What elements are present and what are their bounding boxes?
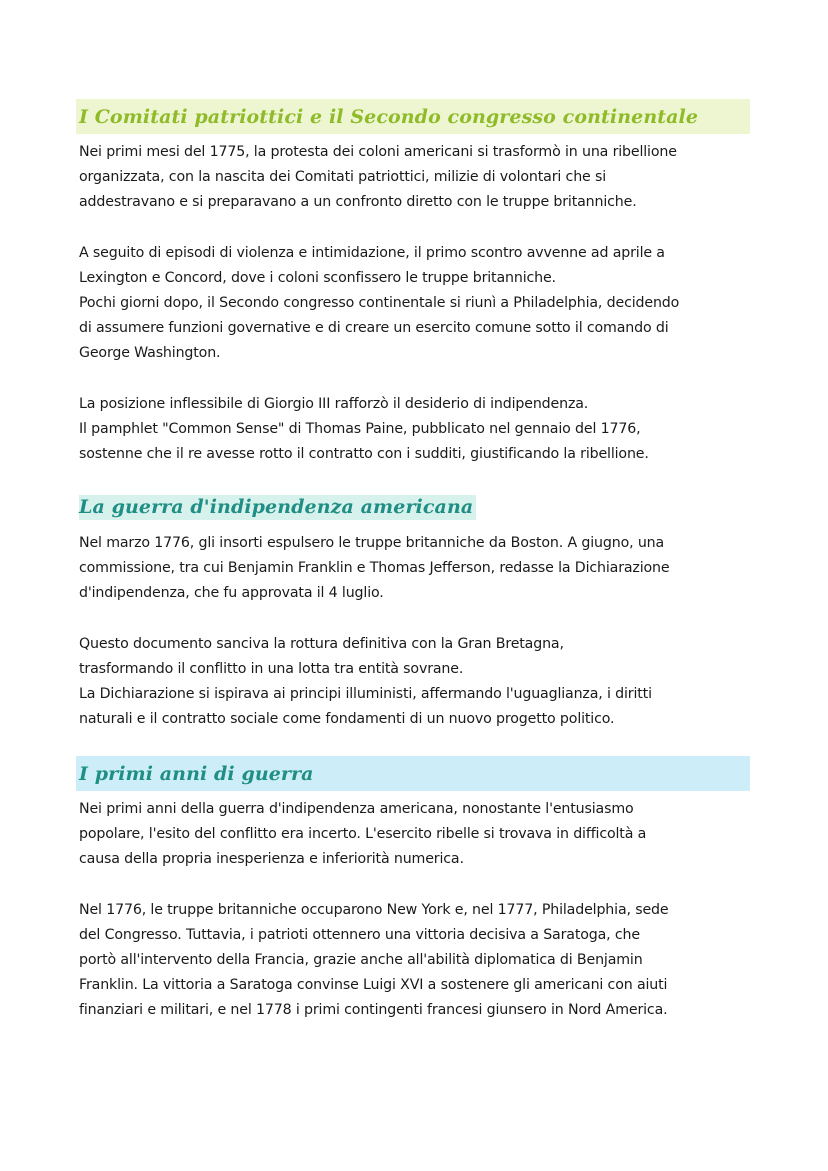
text-line: portò all'intervento della Francia, grazie anche all'abilità diplomatica di Benjamin: [79, 952, 643, 969]
section-heading-band: [76, 490, 474, 525]
section-title: I primi anni di guerra: [79, 762, 314, 785]
text-line: del Congresso. Tuttavia, i patrioti ottennero una vittoria decisiva a Saratoga, che: [79, 926, 640, 943]
text-line: Nei primi anni della guerra d'indipendenza americana, nonostante l'entusiasmo: [79, 801, 634, 817]
section-body: [0, 531, 828, 732]
text-line: Nel 1776, le truppe britanniche occuparono New York e, nel 1777, Philadelphia, sede: [79, 901, 669, 918]
paragraph: [79, 140, 769, 216]
text-line: causa della propria inesperienza e inferiorità numerica.: [79, 851, 464, 868]
text-line: naturali e il contratto sociale come fondamenti di un nuovo progetto politico.: [79, 711, 615, 728]
text-line: George Washington.: [79, 345, 221, 362]
section-comitati-patriottici: [0, 99, 828, 467]
text-line: trasformando il conflitto in una lotta tra entità sovrane.: [79, 660, 464, 677]
text-line: addestravano e si preparavano a un confronto diretto con le truppe britanniche.: [79, 194, 637, 211]
section-title: La guerra d'indipendenza americana: [79, 495, 476, 520]
text-line: Nel marzo 1776, gli insorti espulsero le truppe britanniche da Boston. A giugno, una: [79, 535, 665, 551]
paragraph: [79, 797, 769, 873]
section-primi-anni-guerra: [0, 756, 828, 1024]
section-body: [0, 140, 828, 467]
text-line: popolare, l'esito del conflitto era incerto. L'esercito ribelle si trovava in difficoltà a: [79, 826, 647, 843]
text-line: La Dichiarazione si ispirava ai principi illuministi, affermando l'uguaglianza, i diritti: [79, 686, 652, 703]
paragraph: [79, 531, 769, 607]
text-line: d'indipendenza, che fu approvata il 4 luglio.: [79, 585, 384, 602]
paragraph-gap: [0, 873, 828, 898]
paragraph-gap: [0, 216, 828, 241]
text-line: commissione, tra cui Benjamin Franklin e Thomas Jefferson, redasse la Dichiarazione: [79, 560, 670, 577]
paragraph: [79, 392, 769, 468]
paragraph-gap: [0, 607, 828, 632]
paragraph: [79, 632, 769, 733]
text-line: Pochi giorni dopo, il Secondo congresso continentale si riunì a Philadelphia, decidendo: [79, 295, 680, 312]
text-line: Franklin. La vittoria a Saratoga convinse Luigi XVI a sostenere gli americani con aiuti: [79, 977, 668, 994]
section-heading-band: [76, 99, 750, 134]
text-line: La posizione inflessibile di Giorgio III rafforzò il desiderio di indipendenza.: [79, 395, 589, 412]
section-body: [0, 797, 828, 1024]
text-line: Lexington e Concord, dove i coloni sconfissero le truppe britanniche.: [79, 269, 556, 286]
section-guerra-indipendenza: [0, 490, 828, 732]
text-line: Questo documento sanciva la rottura definitiva con la Gran Bretagna,: [79, 635, 564, 652]
text-line: Nei primi mesi del 1775, la protesta dei coloni americani si trasformò in una ribellione: [79, 144, 677, 160]
text-line: A seguito di episodi di violenza e intimidazione, il primo scontro avvenne ad aprile a: [79, 244, 665, 261]
text-line: Il pamphlet "Common Sense" di Thomas Paine, pubblicato nel gennaio del 1776,: [79, 420, 641, 437]
section-title: I Comitati patriottici e il Secondo congresso continentale: [79, 105, 699, 128]
paragraph-gap: [0, 367, 828, 392]
text-line: organizzata, con la nascita dei Comitati patriottici, milizie di volontari che si: [79, 169, 607, 186]
section-heading-band: [76, 756, 750, 791]
text-line: finanziari e militari, e nel 1778 i primi contingenti francesi giunsero in Nord America.: [79, 1002, 668, 1019]
paragraph: [79, 241, 769, 367]
text-line: sostenne che il re avesse rotto il contratto con i sudditi, giustificando la ribellione.: [79, 446, 649, 463]
text-line: di assumere funzioni governative e di creare un esercito comune sotto il comando di: [79, 320, 669, 337]
paragraph: [79, 898, 769, 1024]
